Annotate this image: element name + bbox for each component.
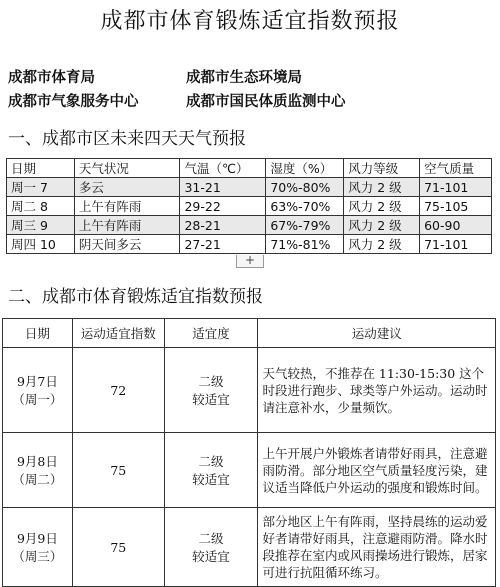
- table-cell: 70%-80%: [266, 178, 344, 197]
- suitability-cell: [164, 348, 258, 433]
- suitability-desc: 较适宜: [192, 549, 230, 564]
- suitability-level: 二级: [198, 531, 224, 546]
- suitability-desc: 较适宜: [192, 392, 230, 407]
- org-name: 成都市气象服务中心: [8, 93, 139, 110]
- index-value: 72: [72, 348, 164, 433]
- table-cell: 63%-70%: [266, 197, 344, 216]
- advice-text: 上午开展户外锻炼者请带好雨具，注意避雨防滑。部分地区空气质量轻度污染，建议适当降低户外运动的强度和锻炼时间。: [258, 433, 496, 508]
- date: 9月9日: [16, 531, 58, 546]
- table-row: [3, 433, 496, 508]
- page-title: 成都市体育锻炼适宜指数预报: [100, 9, 400, 34]
- table-cell: 71-101: [420, 235, 492, 254]
- column-header: 运动建议: [258, 319, 496, 348]
- table-cell: 60-90: [420, 216, 492, 235]
- weather-forecast-table: [6, 158, 492, 254]
- table-row: [7, 216, 492, 235]
- table-row: [3, 508, 496, 587]
- column-header: 日期: [3, 319, 73, 348]
- table-cell: 上午有阵雨: [74, 216, 180, 235]
- org-name: 成都市国民体质监测中心: [186, 93, 346, 110]
- table-cell: 71%-81%: [266, 235, 344, 254]
- date: 9月8日: [16, 454, 58, 469]
- column-header: 运动适宜指数: [72, 319, 164, 348]
- index-value: 75: [72, 508, 164, 587]
- suitability-level: 二级: [198, 374, 224, 389]
- table-cell: 周一 7: [7, 178, 75, 197]
- column-header: 适宜度: [164, 319, 258, 348]
- org-row: [8, 90, 498, 114]
- issuing-organizations: [8, 66, 498, 114]
- column-header: 空气质量: [420, 159, 492, 178]
- table-cell: 周四 10: [7, 235, 75, 254]
- add-row-button[interactable]: +: [236, 255, 264, 268]
- table-cell: 75-105: [420, 197, 492, 216]
- table-row: [3, 348, 496, 433]
- suitability-cell: [164, 508, 258, 587]
- date-cell: [3, 508, 73, 587]
- table-cell: 风力 2 级: [344, 216, 420, 235]
- table-header-row: [7, 159, 492, 178]
- date-cell: [3, 433, 73, 508]
- suitability-desc: 较适宜: [192, 472, 230, 487]
- column-header: 湿度（%）: [266, 159, 344, 178]
- table-row: [7, 178, 492, 197]
- section-heading-index: 二、成都市体育锻炼适宜指数预报: [8, 287, 263, 307]
- weekday: （周三）: [12, 549, 63, 564]
- table-cell: 阴天间多云: [74, 235, 180, 254]
- advice-text: 部分地区上午有阵雨，坚持晨练的运动爱好者请带好雨具，注意避雨防滑。降水时段推荐在室内或风雨操场进行锻炼，居家可进行抗阻循环练习。: [258, 508, 496, 587]
- org-name: 成都市生态环境局: [186, 69, 302, 86]
- table-cell: 67%-79%: [266, 216, 344, 235]
- suitability-level: 二级: [198, 454, 224, 469]
- table-cell: 多云: [74, 178, 180, 197]
- date: 9月7日: [16, 374, 58, 389]
- suitability-cell: [164, 433, 258, 508]
- table-row: [7, 235, 492, 254]
- index-value: 75: [72, 433, 164, 508]
- table-cell: 27-21: [180, 235, 266, 254]
- table-cell: 风力 2 级: [344, 235, 420, 254]
- table-cell: 上午有阵雨: [74, 197, 180, 216]
- exercise-index-table: [2, 318, 496, 587]
- table-cell: 71-101: [420, 178, 492, 197]
- org-row: [8, 66, 498, 90]
- date-cell: [3, 348, 73, 433]
- column-header: 天气状况: [74, 159, 180, 178]
- table-cell: 周三 9: [7, 216, 75, 235]
- advice-text: 天气较热，不推荐在 11:30-15:30 这个时段进行跑步、球类等户外运动。运动时请注意补水，少量频饮。: [258, 348, 496, 433]
- column-header: 日期: [7, 159, 75, 178]
- table-cell: 31-21: [180, 178, 266, 197]
- org-name: 成都市体育局: [8, 69, 95, 86]
- section-heading-weather: 一、成都市区未来四天天气预报: [8, 129, 246, 149]
- weekday: （周一）: [12, 392, 63, 407]
- weekday: （周二）: [12, 472, 63, 487]
- table-cell: 周二 8: [7, 197, 75, 216]
- table-cell: 28-21: [180, 216, 266, 235]
- column-header: 风力等级: [344, 159, 420, 178]
- table-cell: 29-22: [180, 197, 266, 216]
- table-cell: 风力 2 级: [344, 178, 420, 197]
- table-cell: 风力 2 级: [344, 197, 420, 216]
- column-header: 气温（℃）: [180, 159, 266, 178]
- table-row: [7, 197, 492, 216]
- table-header-row: [3, 319, 496, 348]
